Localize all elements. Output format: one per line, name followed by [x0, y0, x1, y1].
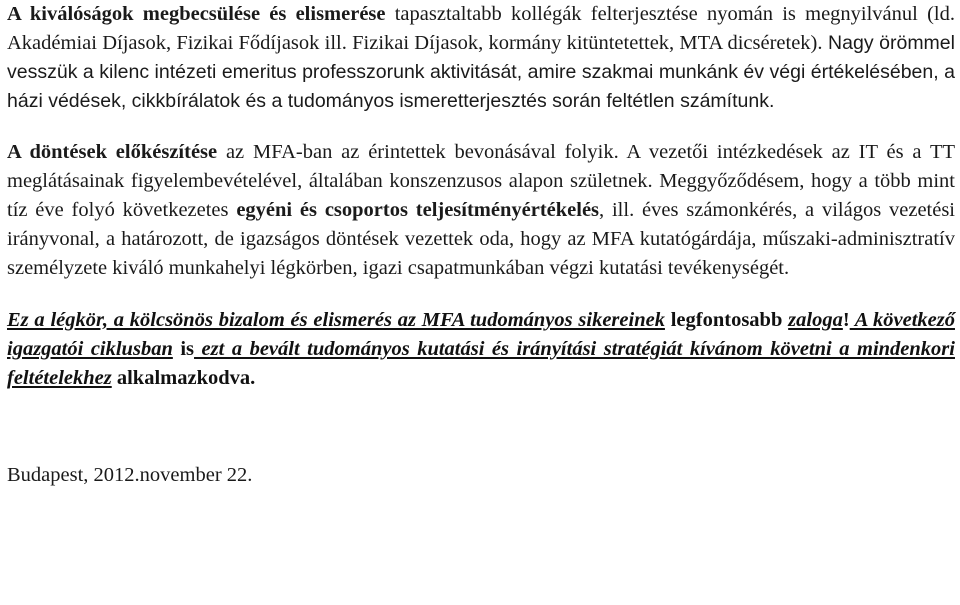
bold-evaluation: egyéni és csoportos teljesítményértékelés	[236, 199, 600, 221]
spacer	[7, 393, 955, 461]
bold-lead-excellence: A kiválóságok megbecsülése és elismerése	[7, 3, 386, 25]
emphasis-strategy: ezt a bevált tudományos kutatási és irányítási stratégiát kívánom követni a mindenkori feltételekhez	[7, 338, 955, 389]
bold-lead-decisions: A döntések előkészítése	[7, 141, 218, 163]
exclamation: !	[842, 309, 850, 331]
emphasis-next-cycle: A következő igazgatói ciklusban	[7, 309, 955, 360]
paragraph-excellence	[7, 0, 955, 116]
text-awards: tapasztaltabb kollégák felterjesztése nyomán is megnyilvánul (ld. Akadémiai Díjasok, Fizikai Fődíjasok ill. Fizikai Díjasok, kormány kitüntetettek, MTA dicséretek).	[7, 3, 955, 54]
text-decisions: az MFA-ban az érintettek bevonásával folyik. A vezetői intézkedések az IT és a TT meglátásainak figyelembevételével, általában konszenzusos alapon születnek.	[7, 141, 955, 192]
place-and-date: Budapest, 2012.november 22.	[7, 464, 253, 486]
spacer	[7, 283, 955, 306]
document-page	[7, 0, 955, 490]
text-team: , ill. éves számonkérés, a világos vezetési irányvonal, a határozott, de igazságos döntések vezettek oda, hogy az MFA kutatógárdája, műszaki-adminisztratív személyzete kiváló munkahelyi légkörben, igazi csapatmunkában végzi kutatási tevékenységét.	[7, 199, 956, 279]
spacer	[7, 116, 955, 138]
paragraph-strategy	[7, 306, 955, 393]
emphasis-most-important: legfontosabb	[664, 309, 783, 331]
paragraph-decisions	[7, 138, 955, 283]
emphasis-atmosphere: Ez a légkör, a kölcsönös bizalom és elismerés az MFA tudományos sikereinek	[7, 309, 665, 331]
emphasis-guarantee: zaloga	[788, 309, 843, 331]
text-conviction: Meggyőződésem, hogy a több mint tíz éve folyó következetes	[7, 170, 955, 221]
emphasis-also: is	[172, 338, 195, 360]
emphasis-adapting: alkalmazkodva.	[111, 367, 256, 389]
text-emeritus: Nagy örömmel vesszük a kilenc intézeti emeritus professzorunk aktivitását, amire szakmai munkánk év végi értékelésében, a házi védések, cikkbírálatok és a tudományos ismeretterjesztés során feltétlen számítunk.	[7, 32, 955, 112]
